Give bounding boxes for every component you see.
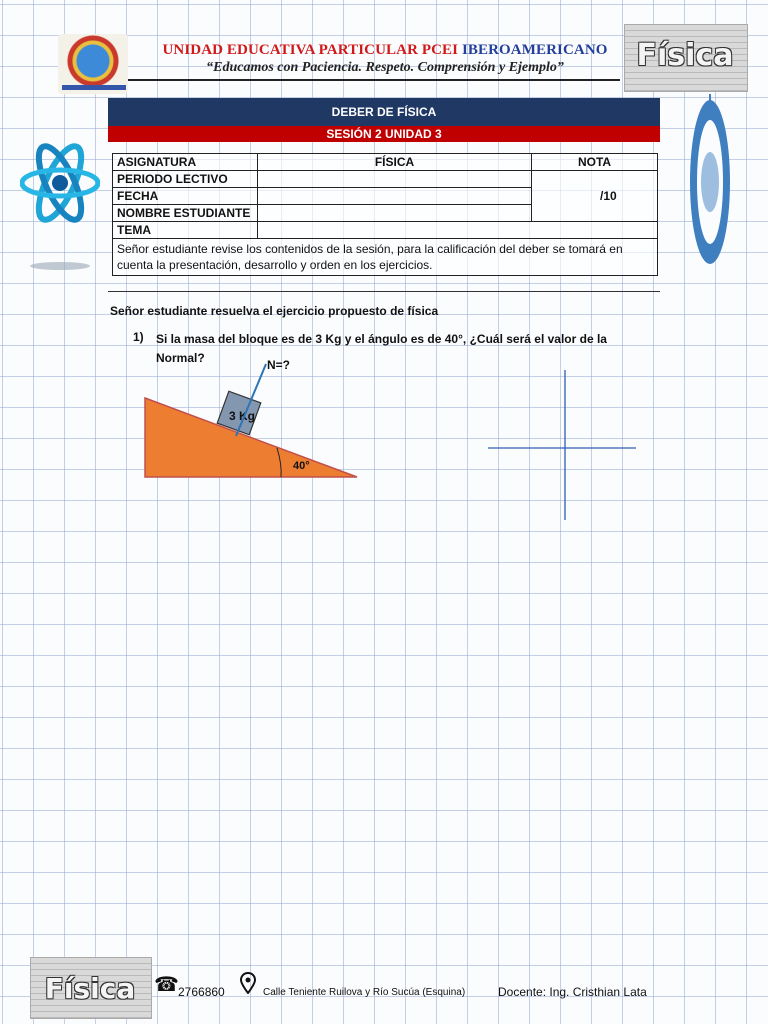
fecha-field[interactable] bbox=[258, 188, 532, 205]
student-info-table bbox=[112, 153, 658, 276]
teacher-name: Docente: Ing. Cristhian Lata bbox=[498, 985, 647, 999]
school-name-red: UNIDAD EDUCATIVA PARTICULAR PCEI bbox=[162, 42, 459, 58]
section-divider bbox=[108, 291, 660, 292]
asignatura-label: ASIGNATURA bbox=[113, 154, 258, 171]
footer-fisica-text: Física bbox=[44, 972, 136, 1005]
mass-label: 3 Kg bbox=[229, 409, 256, 423]
periodo-field[interactable] bbox=[258, 171, 532, 188]
session-banner: SESIÓN 2 UNIDAD 3 bbox=[108, 126, 660, 142]
school-name-blue: IBEROAMERICANO bbox=[461, 42, 608, 58]
question-text: Si la masa del bloque es de 3 Kg y el ángulo es de 40°, ¿Cuál será el valor de la Normal? bbox=[156, 332, 607, 365]
school-logo-caption bbox=[62, 85, 126, 90]
gear-icon bbox=[680, 94, 740, 270]
instructions: Señor estudiante revise los contenidos de la sesión, para la calificación del deber se tomará en cuenta la presentación, desarrollo y orden en los ejercicios. bbox=[113, 239, 658, 276]
angle-label: 40° bbox=[293, 460, 310, 472]
free-body-axes bbox=[486, 370, 638, 522]
periodo-label: PERIODO LECTIVO bbox=[113, 171, 258, 188]
nombre-field[interactable] bbox=[258, 205, 532, 222]
school-name bbox=[140, 42, 630, 59]
tema-field[interactable] bbox=[258, 222, 658, 239]
location-pin-icon bbox=[240, 972, 256, 994]
fisica-brand-text: Física bbox=[636, 38, 734, 73]
nombre-label: NOMBRE ESTUDIANTE bbox=[113, 205, 258, 222]
question-number: 1) bbox=[133, 330, 144, 344]
asignatura-value: FÍSICA bbox=[258, 154, 532, 171]
nota-value[interactable]: /10 bbox=[532, 171, 658, 222]
school-motto: “Educamos con Paciencia. Respeto. Comprensión y Ejemplo” bbox=[206, 60, 564, 75]
normal-label: N=? bbox=[267, 358, 291, 372]
fecha-label: FECHA bbox=[113, 188, 258, 205]
tema-label: TEMA bbox=[113, 222, 258, 239]
phone-icon: ☎ bbox=[154, 974, 179, 996]
header-divider bbox=[128, 79, 620, 81]
nota-label: NOTA bbox=[532, 154, 658, 171]
atom-icon bbox=[20, 108, 100, 273]
exercise-intro: Señor estudiante resuelva el ejercicio propuesto de física bbox=[110, 304, 439, 318]
inclined-plane-diagram bbox=[144, 356, 364, 486]
phone-number: 2766860 bbox=[178, 985, 225, 999]
school-address: Calle Teniente Ruilova y Río Sucúa (Esquina) bbox=[263, 987, 466, 998]
homework-title-banner: DEBER DE FÍSICA bbox=[108, 98, 660, 126]
